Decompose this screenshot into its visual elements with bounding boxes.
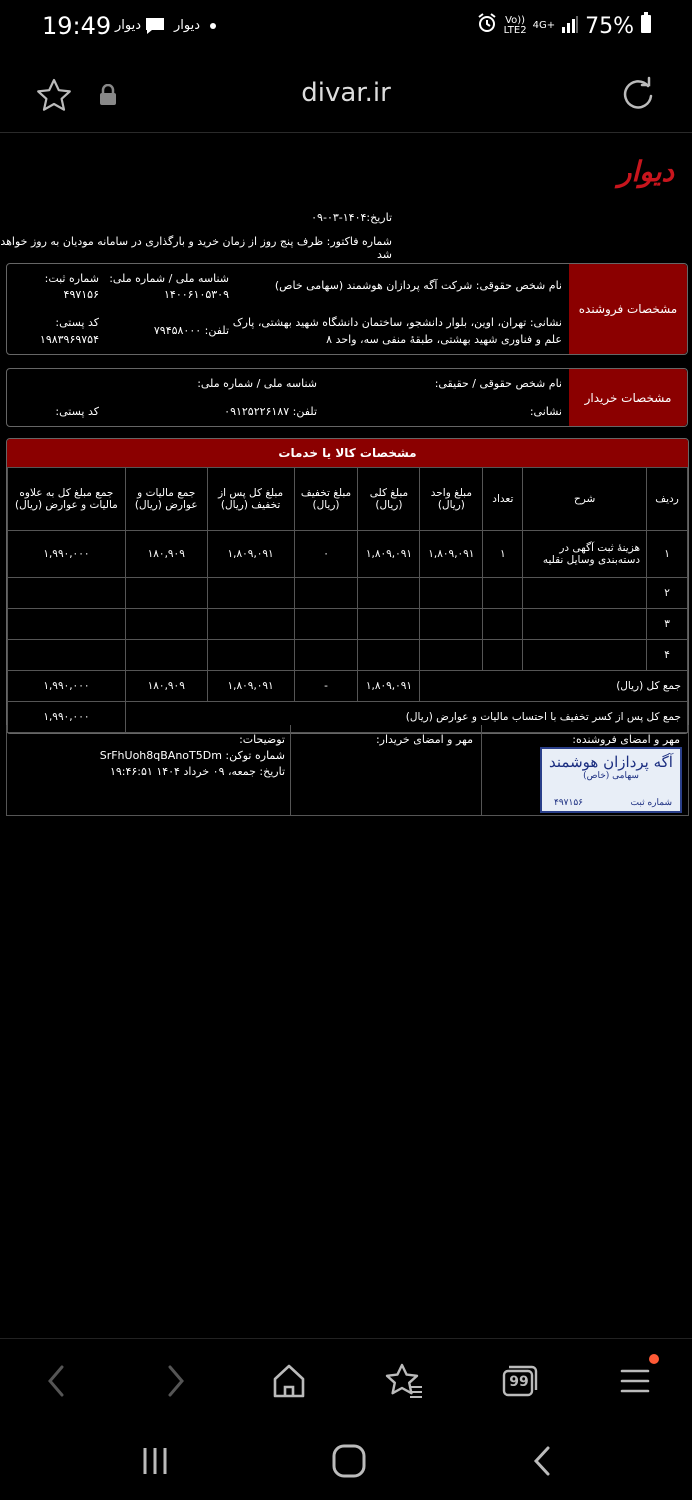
stamp-company-type: سهامی (خاص) [583,771,639,781]
table-cell: ۳ [647,609,688,640]
status-indicators [476,12,652,40]
col-header: تعداد [483,468,523,531]
table-cell: ۴ [647,640,688,671]
recent-apps-icon[interactable] [140,1444,170,1482]
browser-bottom-nav [0,1338,692,1425]
seller-reg-label: شماره ثبت: [44,272,99,285]
table-cell [523,578,647,609]
table-cell: ۱,۸۰۹,۰۹۱ [207,531,294,578]
table-cell [8,609,126,640]
goods-table [7,467,688,733]
col-header: مبلغ کلی (ریال) [358,468,420,531]
forward-arrow-icon[interactable] [158,1361,192,1405]
signal-icon [561,14,579,39]
invoice-page [0,133,692,1338]
bookmarks-star-icon[interactable] [384,1361,424,1405]
battery-percent: 75% [585,13,634,39]
table-row [8,531,688,578]
seller-national-label: شناسه ملی / شماره ملی: [109,272,229,285]
invoice-number-note: شماره فاکتور: ظرف پنج روز از زمان خرید و بارگذاری در سامانه مودیان به روز خواهد شد [0,235,392,261]
seller-phone: تلفن: ۷۹۴۵۸۰۰۰ [153,324,229,337]
divar-logo: دیوار [617,155,674,188]
seller-address-line2: علم و فناوری شهید بهشتی، طبقهٔ منفی سه، واحد ۸ [326,333,562,346]
reload-icon[interactable] [620,76,656,116]
table-cell [420,609,483,640]
table-cell [483,578,523,609]
table-cell [207,640,294,671]
table-cell [420,578,483,609]
col-header: ردیف [647,468,688,531]
message-icon [144,16,166,40]
stamp-reg-number: ۴۹۷۱۵۶ [554,798,584,808]
seller-national-value: ۱۴۰۰۶۱۰۵۳۰۹ [164,288,229,301]
seller-address-line1: نشانی: تهران، اوین، بلوار دانشجو، ساختمان دانشگاه شهید بهشتی، پارک [232,316,562,329]
buyer-address-label: نشانی: [529,405,562,418]
table-cell [483,640,523,671]
table-cell [8,640,126,671]
buyer-postal-label: کد پستی: [55,405,99,418]
signature-section [6,725,689,816]
battery-icon [640,12,652,40]
home-button-icon[interactable] [330,1442,368,1484]
stamp-reg-label: شماره ثبت [630,798,672,808]
volte-indicator: Vo)) LTE2 [503,15,527,36]
table-cell: هزینهٔ ثبت آگهی در دسته‌بندی وسایل نقلیه [523,531,647,578]
table-cell: ۱,۹۹۰,۰۰۰ [8,531,126,578]
table-header-row [8,468,688,531]
seller-info-box [6,263,688,355]
col-header: جمع مبلغ کل به علاوه مالیات و عوارض (ریال) [8,468,126,531]
col-header: جمع مالیات و عوارض (ریال) [125,468,207,531]
buyer-national-label: شناسه ملی / شماره ملی: [197,377,317,390]
table-cell [294,578,358,609]
divider [290,725,291,815]
description-label: توضیحات: [239,733,285,746]
total-cell: ۱,۸۰۹,۰۹۱ [358,671,420,702]
table-cell [358,609,420,640]
back-button-icon[interactable] [528,1442,558,1484]
table-cell [358,578,420,609]
menu-notification-dot [649,1354,659,1364]
menu-icon[interactable] [618,1361,652,1405]
table-cell: ۱,۸۰۹,۰۹۱ [420,531,483,578]
tabs-count: 99 [509,1374,529,1390]
table-cell [523,609,647,640]
status-bar [0,0,692,55]
col-header: مبلغ کل پس از تخفیف (ریال) [207,468,294,531]
col-header: مبلغ واحد (ریال) [420,468,483,531]
goods-table-box [6,438,689,734]
table-cell [523,640,647,671]
final-total-label: جمع کل پس از کسر تخفیف با احتساب مالیات و عوارض (ریال) [125,702,687,733]
total-cell: ۱,۹۹۰,۰۰۰ [8,671,126,702]
seller-signature-label: مهر و امضای فروشنده: [572,733,680,746]
table-cell: ۱,۸۰۹,۰۹۱ [358,531,420,578]
seller-postal-label: کد پستی: [55,316,99,329]
table-cell [8,578,126,609]
total-row [8,671,688,702]
table-cell [358,640,420,671]
total-label: جمع کل (ریال) [420,671,688,702]
table-row [8,640,688,671]
col-header: مبلغ تخفیف (ریال) [294,468,358,531]
final-total-value: ۱,۹۹۰,۰۰۰ [8,702,126,733]
invoice-datetime: تاریخ: جمعه، ۰۹ خرداد ۱۴۰۴ ۱۹:۴۶:۵۱ [109,765,285,778]
table-cell [125,609,207,640]
browser-address-bar [0,58,692,133]
table-cell [294,609,358,640]
system-nav-bar [0,1424,692,1500]
table-cell [125,640,207,671]
back-arrow-icon[interactable] [40,1361,74,1405]
buyer-header: مشخصات خریدار [569,369,687,426]
seller-header: مشخصات فروشنده [569,264,687,354]
table-cell [207,609,294,640]
total-cell: ۱,۸۰۹,۰۹۱ [207,671,294,702]
table-cell [483,609,523,640]
seller-postal-value: ۱۹۸۳۹۶۹۷۵۴ [39,333,99,346]
notification-app-label: دیوار [115,18,142,33]
buyer-signature-label: مهر و امضای خریدار: [375,733,473,746]
buyer-phone: تلفن: ۰۹۱۲۵۲۲۶۱۸۷ [224,405,317,418]
total-cell: - [294,671,358,702]
table-row [8,578,688,609]
buyer-info-box [6,368,688,427]
notification-dot-icon [210,23,216,29]
table-row [8,609,688,640]
network-type: 4G+ [532,20,556,31]
stamp-company-name: آگه پردازان هوشمند [549,753,673,771]
url-text[interactable]: divar.ir [301,78,391,108]
seller-reg-value: ۴۹۷۱۵۶ [63,288,99,301]
buyer-name-label: نام شخص حقوقی / حقیقی: [434,377,562,390]
table-cell: ۲ [647,578,688,609]
table-cell: ۱۸۰,۹۰۹ [125,531,207,578]
notification-app-label-2: دیوار [174,18,201,33]
divider [481,725,482,815]
company-stamp [540,747,682,813]
seller-name: نام شخص حقوقی: شرکت آگه پردازان هوشمند (سهامی خاص) [274,279,562,292]
alarm-icon [476,12,498,40]
token-text: شماره توکن: SrFhUoh8qBAnoT5Dm [99,749,285,762]
home-icon[interactable] [270,1361,308,1405]
table-cell [294,640,358,671]
table-cell: ۰ [294,531,358,578]
table-cell [125,578,207,609]
table-cell [207,578,294,609]
total-cell: ۱۸۰,۹۰۹ [125,671,207,702]
table-cell [420,640,483,671]
table-cell: ۱ [647,531,688,578]
col-header: شرح [523,468,647,531]
goods-title: مشخصات کالا یا خدمات [7,439,688,467]
tabs-icon[interactable] [500,1361,540,1405]
invoice-date: تاریخ:۱۴۰۴-۰۳-۰۹ [311,211,392,224]
status-time: 19:49 [42,12,112,40]
table-cell: ۱ [483,531,523,578]
